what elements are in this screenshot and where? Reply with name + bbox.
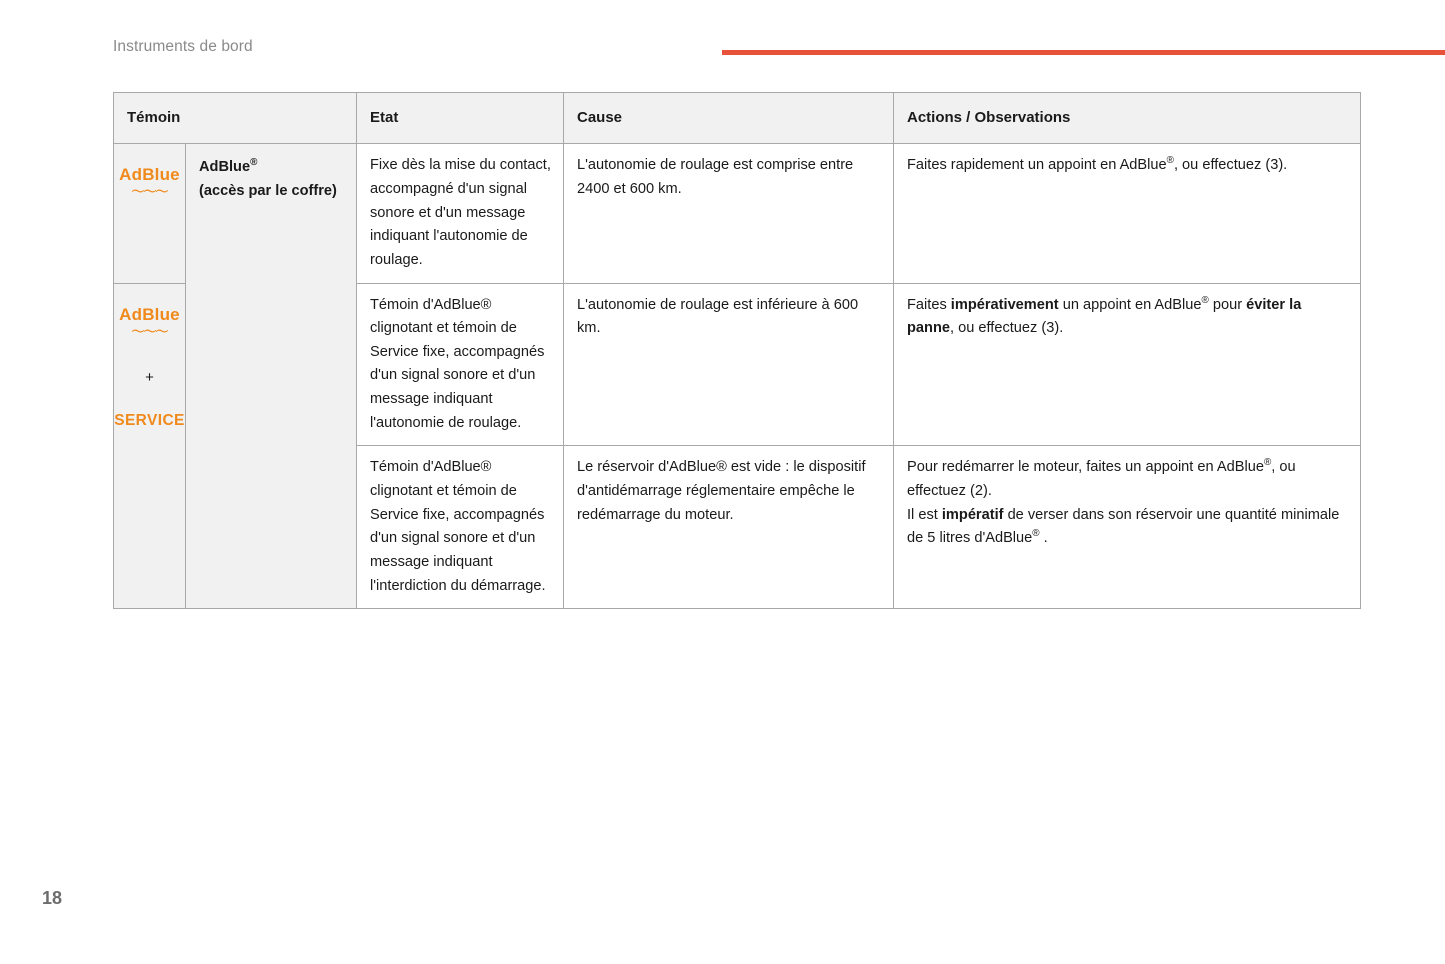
adblue-warning-icon xyxy=(114,165,185,200)
column-header-temoin: Témoin xyxy=(114,93,357,144)
table-header-row xyxy=(114,93,1361,144)
warning-lamps-table xyxy=(113,92,1361,609)
actions-text-c: un appoint en AdBlue xyxy=(1058,296,1202,313)
column-header-cause: Cause xyxy=(564,93,894,144)
temoin-description-cell xyxy=(186,144,357,609)
adblue-icon-label: AdBlue xyxy=(119,165,180,185)
adblue-warning-icon xyxy=(114,304,185,339)
registered-mark: ® xyxy=(1166,155,1174,167)
service-icon-label: SERVICE xyxy=(114,412,185,430)
plus-icon: + xyxy=(145,369,154,387)
actions-text-d: impératif xyxy=(941,506,1004,523)
adblue-icon-label: AdBlue xyxy=(119,304,180,324)
actions-text-b: impérativement xyxy=(950,296,1059,313)
actions-text-f: . xyxy=(1039,530,1048,547)
actions-text-part2: , ou effectuez (3). xyxy=(1173,157,1288,174)
actions-text-a: Pour redémarrer le moteur, faites un appoint en AdBlue xyxy=(907,459,1264,476)
actions-text-part1: Faites rapidement un appoint en AdBlue xyxy=(907,157,1167,174)
actions-cell xyxy=(894,144,1361,283)
temoin-label-access: (accès par le coffre) xyxy=(199,182,337,199)
cause-cell: Le réservoir d'AdBlue® est vide : le dispositif d'antidémarrage réglementaire empêche le redémarrage du moteur. xyxy=(564,446,894,609)
etat-cell: Témoin d'AdBlue® clignotant et témoin de Service fixe, accompagnés d'un signal sonore et d'un message indiquant l'interdiction du démarrage. xyxy=(357,446,564,609)
header-accent-rule xyxy=(722,50,1445,55)
registered-mark: ® xyxy=(1032,528,1040,540)
actions-text-f: , ou effectuez (3). xyxy=(949,320,1064,337)
adblue-waves-icon: 〜〜〜 xyxy=(131,323,168,339)
etat-cell: Témoin d'AdBlue® clignotant et témoin de Service fixe, accompagnés d'un signal sonore et d'un message indiquant l'autonomie de roulage. xyxy=(357,283,564,446)
temoin-label-adblue: AdBlue xyxy=(199,159,251,176)
page-title: Instruments de bord xyxy=(113,38,253,55)
actions-text-c: Il est xyxy=(907,506,942,523)
cause-cell: L'autonomie de roulage est inférieure à 600 km. xyxy=(564,283,894,446)
page-header xyxy=(0,38,1445,64)
column-header-etat: Etat xyxy=(357,93,564,144)
etat-cell: Fixe dès la mise du contact, accompagné d'un signal sonore et d'un message indiquant l'autonomie de roulage. xyxy=(357,144,564,283)
page-number: 18 xyxy=(42,888,63,908)
actions-cell xyxy=(894,446,1361,609)
actions-text-b: , ou effectuez (2). xyxy=(907,459,1296,499)
adblue-waves-icon: 〜〜〜 xyxy=(131,184,168,200)
registered-mark: ® xyxy=(250,157,258,169)
actions-text-e: de verser dans son réservoir une quantité minimale de 5 litres d'AdBlue xyxy=(907,506,1340,547)
actions-text-a: Faites xyxy=(907,296,951,313)
actions-cell xyxy=(894,283,1361,446)
registered-mark: ® xyxy=(1201,294,1209,306)
table-row xyxy=(114,144,1361,283)
adblue-icon-cell xyxy=(114,144,186,283)
column-header-actions: Actions / Observations xyxy=(894,93,1361,144)
actions-text-e: éviter la panne xyxy=(907,296,1302,337)
actions-text-d: pour xyxy=(1208,296,1247,313)
adblue-service-icon-cell xyxy=(114,283,186,609)
cause-cell: L'autonomie de roulage est comprise entre 2400 et 600 km. xyxy=(564,144,894,283)
registered-mark: ® xyxy=(1263,457,1272,469)
